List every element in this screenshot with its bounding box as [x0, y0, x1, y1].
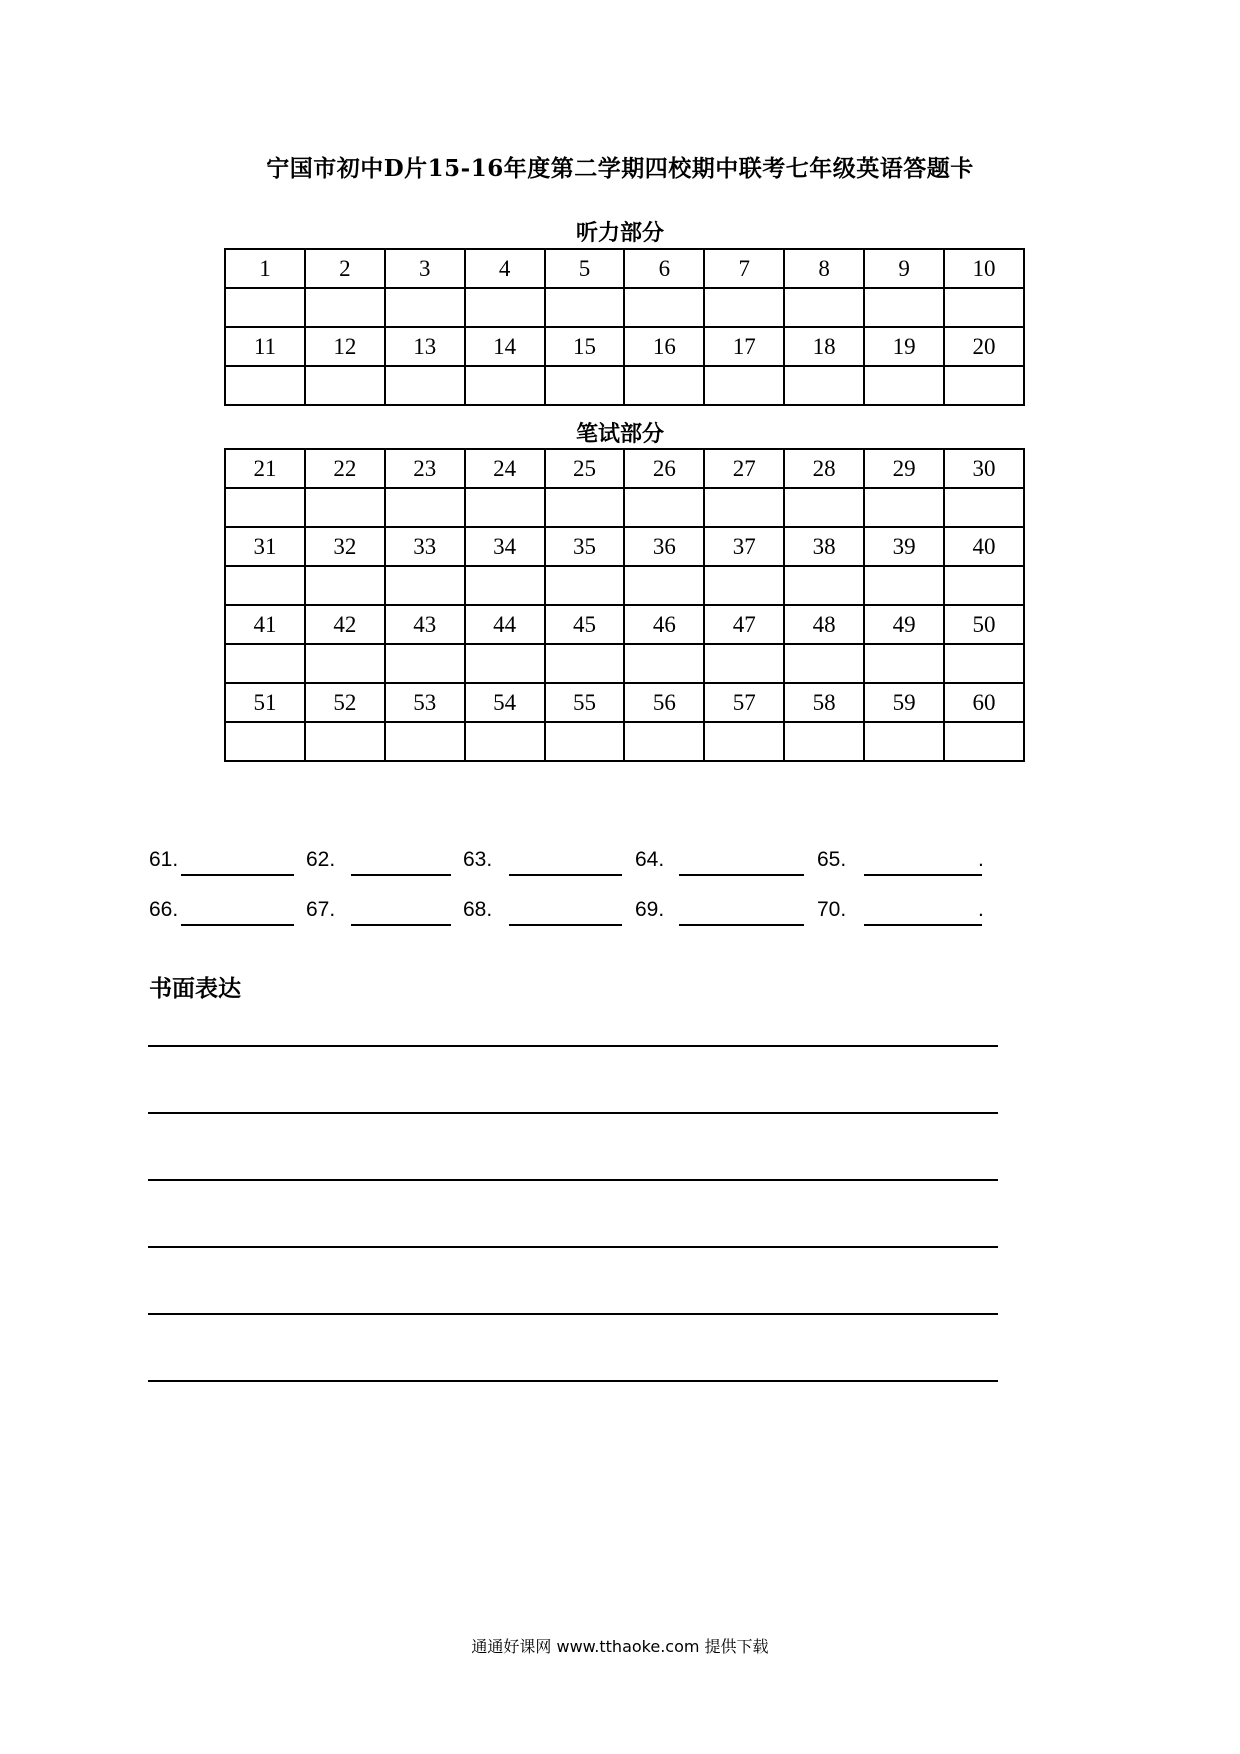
question-number-cell: 1	[225, 249, 305, 288]
question-number-cell: 40	[944, 527, 1024, 566]
answer-cell[interactable]	[784, 644, 864, 683]
question-number-cell: 30	[944, 449, 1024, 488]
question-number-cell: 38	[784, 527, 864, 566]
answer-cell[interactable]	[864, 644, 944, 683]
writing-line[interactable]	[148, 1246, 998, 1248]
answer-cell[interactable]	[784, 288, 864, 327]
answer-cell[interactable]	[385, 366, 465, 405]
question-number-cell: 24	[465, 449, 545, 488]
question-number-cell: 18	[784, 327, 864, 366]
question-number-cell: 46	[624, 605, 704, 644]
answer-row	[225, 288, 1024, 327]
question-number-cell: 51	[225, 683, 305, 722]
answer-cell[interactable]	[465, 644, 545, 683]
question-number-cell: 5	[545, 249, 625, 288]
answer-cell[interactable]	[385, 722, 465, 761]
question-number-row	[225, 449, 1024, 488]
question-number-cell: 58	[784, 683, 864, 722]
answer-cell[interactable]	[944, 722, 1024, 761]
answer-cell[interactable]	[864, 722, 944, 761]
blank-number-label: 69.	[635, 898, 665, 921]
blank-answer-line[interactable]	[864, 874, 982, 876]
answer-cell[interactable]	[465, 488, 545, 527]
question-number-cell: 14	[465, 327, 545, 366]
question-number-cell: 35	[545, 527, 625, 566]
answer-row	[225, 566, 1024, 605]
answer-cell[interactable]	[305, 288, 385, 327]
blank-answer-line[interactable]	[351, 874, 451, 876]
written-section-heading: 笔试部分	[575, 422, 664, 447]
answer-cell[interactable]	[545, 488, 625, 527]
row-end-period: .	[978, 848, 984, 871]
question-number-cell: 2	[305, 249, 385, 288]
blank-number-label: 63.	[463, 848, 493, 871]
answer-cell[interactable]	[225, 366, 305, 405]
blank-number-label: 67.	[306, 898, 336, 921]
question-number-cell: 15	[545, 327, 625, 366]
answer-cell[interactable]	[624, 488, 704, 527]
footer-credit: 通通好课网 www.tthaoke.com 提供下载	[471, 1637, 769, 1656]
question-number-cell: 31	[225, 527, 305, 566]
blank-number-label: 70.	[817, 898, 847, 921]
blank-answer-line[interactable]	[509, 874, 622, 876]
question-number-cell: 16	[624, 327, 704, 366]
writing-line[interactable]	[148, 1179, 998, 1181]
answer-cell[interactable]	[624, 566, 704, 605]
question-number-cell: 53	[385, 683, 465, 722]
blank-number-label: 66.	[149, 898, 179, 921]
answer-cell[interactable]	[704, 566, 784, 605]
question-number-cell: 26	[624, 449, 704, 488]
answer-cell[interactable]	[624, 288, 704, 327]
blank-answer-line[interactable]	[351, 924, 451, 926]
answer-cell[interactable]	[465, 288, 545, 327]
question-number-row	[225, 327, 1024, 366]
answer-cell[interactable]	[545, 644, 625, 683]
answer-cell[interactable]	[864, 566, 944, 605]
question-number-cell: 50	[944, 605, 1024, 644]
answer-cell[interactable]	[225, 722, 305, 761]
answer-cell[interactable]	[944, 644, 1024, 683]
answer-cell[interactable]	[864, 288, 944, 327]
listening-answer-grid	[224, 248, 1025, 406]
answer-row	[225, 488, 1024, 527]
answer-cell[interactable]	[225, 488, 305, 527]
answer-cell[interactable]	[465, 366, 545, 405]
answer-cell[interactable]	[545, 366, 625, 405]
writing-line[interactable]	[148, 1380, 998, 1382]
question-number-cell: 57	[704, 683, 784, 722]
blank-answer-line[interactable]	[679, 874, 804, 876]
blank-answer-line[interactable]	[509, 924, 622, 926]
answer-cell[interactable]	[704, 288, 784, 327]
answer-cell[interactable]	[545, 566, 625, 605]
question-number-cell: 17	[704, 327, 784, 366]
question-number-cell: 44	[465, 605, 545, 644]
question-number-cell: 49	[864, 605, 944, 644]
question-number-cell: 48	[784, 605, 864, 644]
question-number-cell: 54	[465, 683, 545, 722]
question-number-cell: 7	[704, 249, 784, 288]
question-number-cell: 52	[305, 683, 385, 722]
answer-cell[interactable]	[784, 566, 864, 605]
fill-in-blank-row	[149, 898, 1009, 928]
answer-cell[interactable]	[784, 722, 864, 761]
question-number-cell: 11	[225, 327, 305, 366]
question-number-cell: 36	[624, 527, 704, 566]
question-number-cell: 32	[305, 527, 385, 566]
question-number-cell: 3	[385, 249, 465, 288]
listening-section-heading: 听力部分	[575, 221, 664, 246]
question-number-cell: 10	[944, 249, 1024, 288]
question-number-cell: 22	[305, 449, 385, 488]
question-number-cell: 28	[784, 449, 864, 488]
question-number-cell: 37	[704, 527, 784, 566]
answer-cell[interactable]	[225, 566, 305, 605]
answer-cell[interactable]	[944, 566, 1024, 605]
answer-cell[interactable]	[385, 566, 465, 605]
writing-line[interactable]	[148, 1112, 998, 1114]
blank-number-label: 61.	[149, 848, 179, 871]
written-answer-grid	[224, 448, 1025, 762]
blank-answer-line[interactable]	[181, 924, 294, 926]
answer-cell[interactable]	[944, 488, 1024, 527]
question-number-cell: 12	[305, 327, 385, 366]
answer-cell[interactable]	[225, 288, 305, 327]
answer-cell[interactable]	[305, 366, 385, 405]
writing-section-heading: 书面表达	[149, 976, 241, 1002]
question-number-cell: 60	[944, 683, 1024, 722]
question-number-cell: 19	[864, 327, 944, 366]
answer-cell[interactable]	[385, 488, 465, 527]
answer-cell[interactable]	[944, 366, 1024, 405]
question-number-cell: 42	[305, 605, 385, 644]
answer-cell[interactable]	[385, 288, 465, 327]
question-number-cell: 56	[624, 683, 704, 722]
question-number-row	[225, 605, 1024, 644]
question-number-cell: 43	[385, 605, 465, 644]
answer-cell[interactable]	[465, 566, 545, 605]
answer-cell[interactable]	[864, 366, 944, 405]
writing-line[interactable]	[148, 1045, 998, 1047]
writing-line[interactable]	[148, 1313, 998, 1315]
answer-cell[interactable]	[704, 488, 784, 527]
question-number-cell: 21	[225, 449, 305, 488]
fill-in-blank-row	[149, 848, 1009, 878]
question-number-cell: 59	[864, 683, 944, 722]
answer-cell[interactable]	[385, 644, 465, 683]
question-number-cell: 33	[385, 527, 465, 566]
answer-cell[interactable]	[624, 722, 704, 761]
answer-cell[interactable]	[704, 644, 784, 683]
question-number-cell: 9	[864, 249, 944, 288]
question-number-cell: 27	[704, 449, 784, 488]
answer-cell[interactable]	[305, 644, 385, 683]
question-number-cell: 13	[385, 327, 465, 366]
answer-cell[interactable]	[305, 722, 385, 761]
answer-cell[interactable]	[944, 288, 1024, 327]
question-number-row	[225, 527, 1024, 566]
question-number-cell: 23	[385, 449, 465, 488]
question-number-cell: 47	[704, 605, 784, 644]
question-number-cell: 25	[545, 449, 625, 488]
answer-cell[interactable]	[545, 722, 625, 761]
question-number-cell: 29	[864, 449, 944, 488]
answer-cell[interactable]	[704, 722, 784, 761]
answer-cell[interactable]	[305, 566, 385, 605]
question-number-cell: 55	[545, 683, 625, 722]
answer-cell[interactable]	[545, 288, 625, 327]
blank-answer-line[interactable]	[679, 924, 804, 926]
blank-number-label: 65.	[817, 848, 847, 871]
question-number-cell: 8	[784, 249, 864, 288]
question-number-cell: 20	[944, 327, 1024, 366]
question-number-row	[225, 249, 1024, 288]
answer-cell[interactable]	[305, 488, 385, 527]
answer-cell[interactable]	[864, 488, 944, 527]
answer-row	[225, 722, 1024, 761]
question-number-cell: 6	[624, 249, 704, 288]
answer-row	[225, 644, 1024, 683]
question-number-row	[225, 683, 1024, 722]
answer-cell[interactable]	[784, 488, 864, 527]
question-number-cell: 34	[465, 527, 545, 566]
answer-cell[interactable]	[225, 644, 305, 683]
blank-number-label: 64.	[635, 848, 665, 871]
question-number-cell: 4	[465, 249, 545, 288]
blank-number-label: 68.	[463, 898, 493, 921]
answer-cell[interactable]	[465, 722, 545, 761]
blank-answer-line[interactable]	[181, 874, 294, 876]
answer-cell[interactable]	[624, 644, 704, 683]
answer-cell[interactable]	[624, 366, 704, 405]
blank-answer-line[interactable]	[864, 924, 982, 926]
question-number-cell: 45	[545, 605, 625, 644]
answer-cell[interactable]	[784, 366, 864, 405]
answer-row	[225, 366, 1024, 405]
answer-sheet-title: 宁国市初中D片15-16年度第二学期四校期中联考七年级英语答题卡	[266, 155, 974, 182]
blank-number-label: 62.	[306, 848, 336, 871]
question-number-cell: 41	[225, 605, 305, 644]
row-end-period: .	[978, 898, 984, 921]
question-number-cell: 39	[864, 527, 944, 566]
answer-cell[interactable]	[704, 366, 784, 405]
